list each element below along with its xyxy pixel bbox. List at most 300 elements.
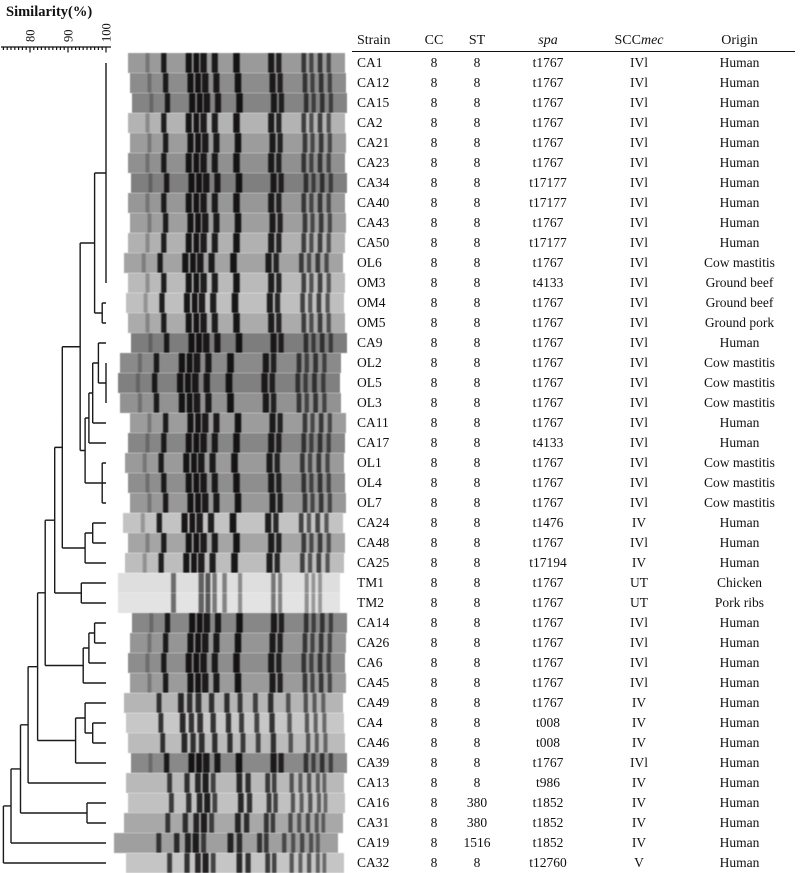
cell-strain: OL2 <box>357 355 382 370</box>
cell-origin: Human <box>719 95 760 110</box>
cell-cc: 8 <box>430 475 438 490</box>
cell-strain: OM4 <box>357 295 386 310</box>
gel-lane <box>128 793 345 813</box>
cell-spa: t1476 <box>532 515 564 530</box>
cell-mec: IVl <box>630 295 648 310</box>
cell-spa: t1852 <box>532 815 564 830</box>
cell-cc: 8 <box>430 375 438 390</box>
cell-strain: CA9 <box>357 335 383 350</box>
cell-cc: 8 <box>430 495 438 510</box>
cell-origin: Pork ribs <box>714 595 765 610</box>
cell-spa: t1767 <box>532 255 564 270</box>
cell-strain: CA17 <box>357 435 390 450</box>
cell-st: 8 <box>473 375 481 390</box>
col-header-strain: Strain <box>357 32 391 48</box>
cell-mec: IVl <box>630 315 648 330</box>
cell-strain: CA39 <box>357 755 390 770</box>
cell-origin: Human <box>719 195 760 210</box>
cell-cc: 8 <box>430 175 438 190</box>
cell-cc: 8 <box>430 195 438 210</box>
cell-cc: 8 <box>430 135 438 150</box>
cell-origin: Human <box>719 135 760 150</box>
table-row <box>352 493 795 513</box>
table-row <box>352 613 795 633</box>
cell-st: 8 <box>473 755 481 770</box>
cell-strain: CA40 <box>357 195 390 210</box>
cell-cc: 8 <box>430 835 438 850</box>
table-row <box>352 353 795 373</box>
cell-cc: 8 <box>430 575 438 590</box>
cell-st: 8 <box>473 355 481 370</box>
cell-strain: CA15 <box>357 95 390 110</box>
col-header-cc: CC <box>424 32 444 48</box>
table-row <box>352 393 795 413</box>
cell-origin: Human <box>719 755 760 770</box>
table-row <box>352 173 795 193</box>
cell-mec: IVl <box>630 95 648 110</box>
axis-tick-label: 100 <box>99 23 114 42</box>
cell-origin: Human <box>719 715 760 730</box>
cell-cc: 8 <box>430 535 438 550</box>
cell-mec: IVl <box>630 195 648 210</box>
cell-origin: Ground beef <box>705 295 774 310</box>
cell-origin: Human <box>719 415 760 430</box>
cell-cc: 8 <box>430 395 438 410</box>
cell-mec: IVl <box>630 395 648 410</box>
table-row <box>352 853 795 873</box>
cell-cc: 8 <box>430 415 438 430</box>
cell-spa: t1852 <box>532 835 564 850</box>
cell-mec: IVl <box>630 115 648 130</box>
cell-origin: Ground pork <box>704 315 775 330</box>
cell-origin: Cow mastitis <box>704 475 775 490</box>
cell-spa: t1767 <box>532 75 564 90</box>
table-row <box>352 413 795 433</box>
col-header-sccmec: SCCmec <box>614 32 664 48</box>
cell-origin: Human <box>719 855 760 870</box>
gel-lane <box>131 333 347 353</box>
cell-cc: 8 <box>430 795 438 810</box>
cell-strain: CA45 <box>357 675 390 690</box>
cell-strain: CA23 <box>357 155 390 170</box>
cell-mec: IVl <box>630 375 648 390</box>
cell-st: 8 <box>473 715 481 730</box>
cell-mec: IV <box>631 715 647 730</box>
table-row <box>352 333 795 353</box>
cell-st: 8 <box>473 495 481 510</box>
cell-origin: Human <box>719 675 760 690</box>
cell-origin: Human <box>719 515 760 530</box>
cell-spa: t1767 <box>532 475 564 490</box>
cell-st: 8 <box>473 115 481 130</box>
cell-strain: CA13 <box>357 775 390 790</box>
table-row <box>352 773 795 793</box>
cell-origin: Human <box>719 55 760 70</box>
cell-origin: Human <box>719 115 760 130</box>
cell-cc: 8 <box>430 315 438 330</box>
gel-lane <box>131 173 347 193</box>
gel-lane <box>132 93 347 113</box>
gel-lane <box>132 613 347 633</box>
cell-spa: t1767 <box>532 455 564 470</box>
gel-lane <box>128 653 345 673</box>
cell-st: 8 <box>473 295 481 310</box>
cell-spa: t1767 <box>532 375 564 390</box>
cell-origin: Human <box>719 75 760 90</box>
cell-cc: 8 <box>430 775 438 790</box>
cell-st: 380 <box>466 815 488 830</box>
table-row <box>352 153 795 173</box>
cell-strain: OM5 <box>357 315 386 330</box>
cell-origin: Human <box>719 335 760 350</box>
cell-spa: t4133 <box>532 275 564 290</box>
cell-mec: UT <box>630 575 648 590</box>
cell-strain: CA49 <box>357 695 390 710</box>
gel-lane <box>130 413 346 433</box>
table-row <box>352 513 795 533</box>
col-header-origin: Origin <box>721 32 758 48</box>
cell-mec: IVl <box>630 495 648 510</box>
cell-st: 8 <box>473 555 481 570</box>
cell-spa: t1767 <box>532 115 564 130</box>
table-row <box>352 213 795 233</box>
cell-mec: IVl <box>630 235 648 250</box>
cell-mec: UT <box>630 595 648 610</box>
table-row <box>352 733 795 753</box>
cell-spa: t008 <box>535 735 560 750</box>
cell-spa: t1767 <box>532 535 564 550</box>
similarity-axis-title: Similarity(%) <box>6 4 93 20</box>
cell-mec: IV <box>631 555 647 570</box>
cell-st: 8 <box>473 455 481 470</box>
cell-strain: OL5 <box>357 375 382 390</box>
cell-spa: t17177 <box>529 235 567 250</box>
cell-cc: 8 <box>430 255 438 270</box>
cell-mec: IVl <box>630 255 648 270</box>
cell-mec: IVl <box>630 215 648 230</box>
cell-st: 8 <box>473 175 481 190</box>
cell-mec: IVl <box>630 55 648 70</box>
table-row <box>352 813 795 833</box>
cell-strain: CA2 <box>357 115 383 130</box>
table-header <box>352 30 795 52</box>
gel-lane <box>128 473 345 493</box>
cell-cc: 8 <box>430 235 438 250</box>
cell-origin: Human <box>719 235 760 250</box>
cell-spa: t1767 <box>532 415 564 430</box>
cell-st: 8 <box>473 335 481 350</box>
cell-mec: IV <box>631 775 647 790</box>
cell-strain: CA16 <box>357 795 390 810</box>
cell-cc: 8 <box>430 715 438 730</box>
col-header-spa: spa <box>538 32 558 48</box>
cell-strain: CA19 <box>357 835 390 850</box>
cell-origin: Cow mastitis <box>704 355 775 370</box>
cell-origin: Human <box>719 635 760 650</box>
gel-image <box>0 0 360 873</box>
cell-st: 8 <box>473 215 481 230</box>
cell-strain: CA48 <box>357 535 390 550</box>
cell-spa: t1767 <box>532 755 564 770</box>
table-row <box>352 113 795 133</box>
table-row <box>352 433 795 453</box>
cell-mec: IVl <box>630 335 648 350</box>
cell-mec: IVl <box>630 155 648 170</box>
cell-cc: 8 <box>430 515 438 530</box>
gel-lane <box>120 353 341 373</box>
cell-st: 8 <box>473 575 481 590</box>
cell-mec: IVl <box>630 635 648 650</box>
gel-lane <box>130 633 346 653</box>
gel-lane <box>118 573 340 593</box>
gel-lane <box>128 113 345 133</box>
cell-strain: OL6 <box>357 255 382 270</box>
cell-origin: Human <box>719 835 760 850</box>
cell-cc: 8 <box>430 675 438 690</box>
cell-origin: Human <box>719 815 760 830</box>
cell-spa: t1767 <box>532 155 564 170</box>
cell-cc: 8 <box>430 815 438 830</box>
cell-mec: IVl <box>630 135 648 150</box>
gel-lane <box>118 593 340 613</box>
gel-lane <box>123 513 343 533</box>
cell-cc: 8 <box>430 355 438 370</box>
cell-spa: t986 <box>535 775 560 790</box>
cell-spa: t1767 <box>532 335 564 350</box>
cell-mec: IVl <box>630 75 648 90</box>
table-row <box>352 573 795 593</box>
cell-cc: 8 <box>430 155 438 170</box>
table-row <box>352 253 795 273</box>
gel-lane <box>128 733 345 753</box>
table-row <box>352 313 795 333</box>
cell-spa: t1767 <box>532 495 564 510</box>
cell-cc: 8 <box>430 455 438 470</box>
cell-spa: t1767 <box>532 315 564 330</box>
cell-strain: OL7 <box>357 495 382 510</box>
cell-strain: CA50 <box>357 235 390 250</box>
cell-cc: 8 <box>430 335 438 350</box>
cell-st: 8 <box>473 235 481 250</box>
cell-cc: 8 <box>430 735 438 750</box>
cell-spa: t17177 <box>529 175 567 190</box>
cell-origin: Cow mastitis <box>704 455 775 470</box>
cell-st: 8 <box>473 75 481 90</box>
cell-st: 8 <box>473 155 481 170</box>
cell-st: 380 <box>466 795 488 810</box>
cell-st: 8 <box>473 275 481 290</box>
cell-spa: t1767 <box>532 675 564 690</box>
cell-origin: Human <box>719 695 760 710</box>
cell-origin: Cow mastitis <box>704 375 775 390</box>
gel-lane <box>125 553 344 573</box>
cell-cc: 8 <box>430 75 438 90</box>
cell-strain: CA46 <box>357 735 390 750</box>
gel-lane <box>128 533 345 553</box>
cell-mec: IVl <box>630 475 648 490</box>
table-row <box>352 593 795 613</box>
cell-origin: Cow mastitis <box>704 495 775 510</box>
cell-spa: t008 <box>535 715 560 730</box>
cell-strain: CA1 <box>357 55 383 70</box>
gel-lane <box>130 133 346 153</box>
cell-cc: 8 <box>430 55 438 70</box>
cell-st: 8 <box>473 195 481 210</box>
cell-origin: Ground beef <box>705 275 774 290</box>
cell-cc: 8 <box>430 435 438 450</box>
cell-origin: Human <box>719 795 760 810</box>
cell-mec: IVl <box>630 435 648 450</box>
cell-origin: Cow mastitis <box>704 395 775 410</box>
cell-st: 8 <box>473 55 481 70</box>
cell-st: 1516 <box>463 835 491 850</box>
cell-strain: CA31 <box>357 815 390 830</box>
cell-spa: t17194 <box>529 555 567 570</box>
gel-lane <box>126 713 344 733</box>
cell-st: 8 <box>473 595 481 610</box>
cell-mec: IVl <box>630 455 648 470</box>
gel-lane <box>128 313 345 333</box>
cell-mec: IVl <box>630 275 648 290</box>
cell-st: 8 <box>473 395 481 410</box>
cell-origin: Human <box>719 155 760 170</box>
cell-cc: 8 <box>430 215 438 230</box>
table-row <box>352 453 795 473</box>
cell-mec: V <box>634 855 644 870</box>
cell-mec: IV <box>631 795 647 810</box>
cell-origin: Chicken <box>717 575 762 590</box>
col-header-st: ST <box>468 32 486 48</box>
cell-mec: IVl <box>630 355 648 370</box>
gel-lane <box>131 753 347 773</box>
cell-mec: IV <box>631 515 647 530</box>
gel-lane <box>126 853 344 873</box>
cell-st: 8 <box>473 855 481 870</box>
cell-cc: 8 <box>430 615 438 630</box>
table-row <box>352 713 795 733</box>
cell-mec: IV <box>631 695 647 710</box>
cell-mec: IVl <box>630 415 648 430</box>
cell-st: 8 <box>473 315 481 330</box>
cell-spa: t1767 <box>532 355 564 370</box>
cell-spa: t1767 <box>532 595 564 610</box>
cell-mec: IVl <box>630 675 648 690</box>
cell-strain: TM1 <box>357 575 384 590</box>
cell-origin: Human <box>719 435 760 450</box>
gel-lane <box>118 373 340 393</box>
cell-st: 8 <box>473 635 481 650</box>
cell-strain: CA14 <box>357 615 390 630</box>
gel-lane <box>124 693 343 713</box>
cell-strain: CA11 <box>357 415 389 430</box>
cell-strain: OL3 <box>357 395 382 410</box>
cell-strain: OM3 <box>357 275 386 290</box>
cell-strain: CA34 <box>357 175 390 190</box>
table-row <box>352 653 795 673</box>
table-row <box>352 833 795 853</box>
table-row <box>352 293 795 313</box>
gel-lane <box>130 493 346 513</box>
table-row <box>352 53 795 73</box>
cell-mec: IVl <box>630 755 648 770</box>
cell-mec: IV <box>631 835 647 850</box>
table-row <box>352 73 795 93</box>
gel-lane <box>120 393 341 413</box>
table-row <box>352 553 795 573</box>
cell-st: 8 <box>473 255 481 270</box>
cell-mec: IVl <box>630 615 648 630</box>
cell-spa: t1767 <box>532 655 564 670</box>
cell-strain: OL4 <box>357 475 382 490</box>
cell-spa: t1767 <box>532 575 564 590</box>
gel-lane <box>130 73 346 93</box>
gel-lane <box>128 53 345 73</box>
cell-st: 8 <box>473 695 481 710</box>
cell-cc: 8 <box>430 95 438 110</box>
cell-strain: CA24 <box>357 515 390 530</box>
cell-spa: t1767 <box>532 215 564 230</box>
cell-cc: 8 <box>430 855 438 870</box>
cell-origin: Human <box>719 655 760 670</box>
gel-lane <box>125 453 344 473</box>
cell-strain: CA4 <box>357 715 383 730</box>
cell-cc: 8 <box>430 655 438 670</box>
cell-strain: CA26 <box>357 635 390 650</box>
cell-cc: 8 <box>430 555 438 570</box>
gel-lane <box>124 253 343 273</box>
cell-st: 8 <box>473 135 481 150</box>
cell-st: 8 <box>473 655 481 670</box>
cell-origin: Human <box>719 175 760 190</box>
cell-strain: CA32 <box>357 855 390 870</box>
cell-strain: TM2 <box>357 595 384 610</box>
cell-spa: t4133 <box>532 435 564 450</box>
axis-tick-label: 80 <box>23 29 38 42</box>
cell-spa: t1767 <box>532 615 564 630</box>
cell-mec: IVl <box>630 655 648 670</box>
gel-lane <box>128 273 345 293</box>
cell-st: 8 <box>473 675 481 690</box>
cell-mec: IVl <box>630 535 648 550</box>
cell-st: 8 <box>473 415 481 430</box>
cell-origin: Human <box>719 615 760 630</box>
cell-st: 8 <box>473 95 481 110</box>
cell-cc: 8 <box>430 595 438 610</box>
table-row <box>352 693 795 713</box>
gel-lane <box>126 773 344 793</box>
axis-tick-label: 90 <box>61 29 76 42</box>
cell-st: 8 <box>473 435 481 450</box>
cell-cc: 8 <box>430 695 438 710</box>
table-row <box>352 473 795 493</box>
table-row <box>352 533 795 553</box>
cell-strain: CA25 <box>357 555 390 570</box>
cell-spa: t17177 <box>529 195 567 210</box>
gel-lane <box>124 813 343 833</box>
cell-st: 8 <box>473 475 481 490</box>
table-row <box>352 633 795 653</box>
table-row <box>352 233 795 253</box>
cell-strain: CA43 <box>357 215 390 230</box>
cell-mec: IV <box>631 735 647 750</box>
cell-origin: Human <box>719 215 760 230</box>
cell-spa: t1767 <box>532 55 564 70</box>
table-row <box>352 373 795 393</box>
cell-origin: Cow mastitis <box>704 255 775 270</box>
table-row <box>352 753 795 773</box>
cell-spa: t1767 <box>532 695 564 710</box>
cell-origin: Human <box>719 535 760 550</box>
